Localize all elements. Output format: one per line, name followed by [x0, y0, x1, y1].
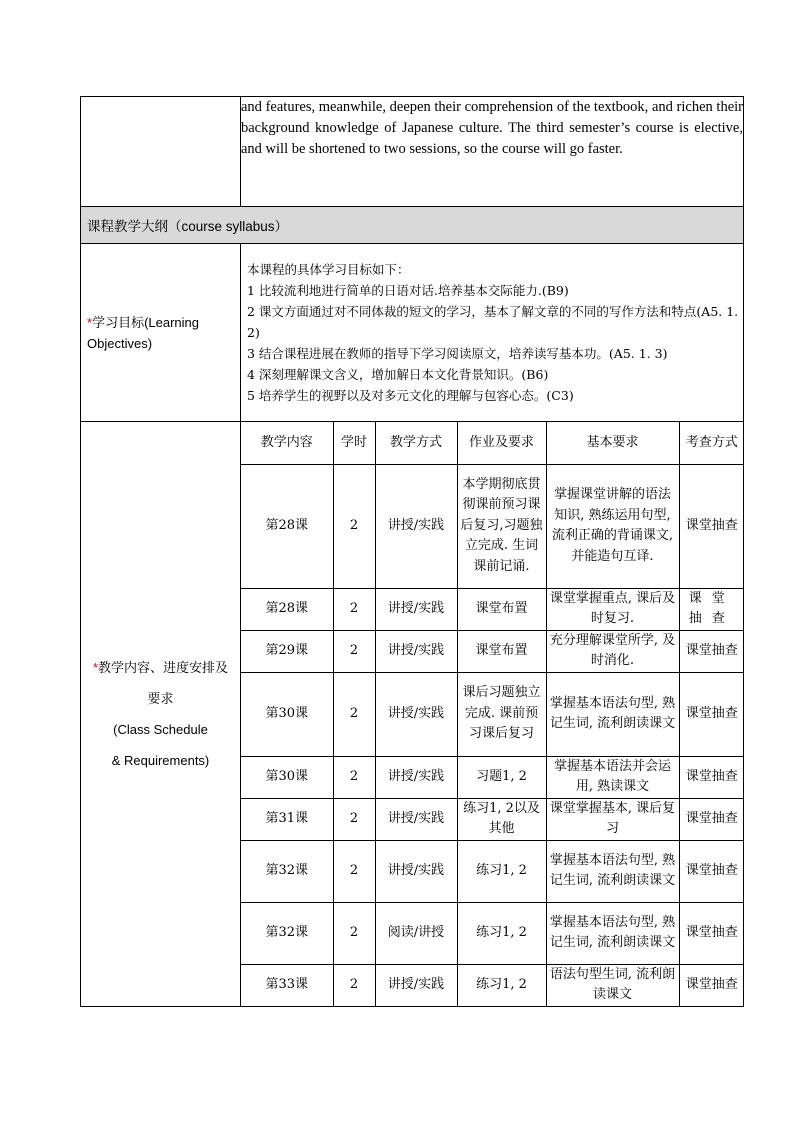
hours-cell: 2 — [333, 464, 375, 588]
schedule-row — [81, 422, 744, 1007]
objectives-content — [241, 244, 744, 422]
lesson-cell: 第33课 — [241, 964, 333, 1006]
syllabus-header: 课程教学大纲（course syllabus） — [81, 207, 744, 244]
homework-cell: 习题1, 2 — [457, 756, 546, 798]
objectives-row — [81, 244, 744, 422]
hours-cell: 2 — [333, 756, 375, 798]
syllabus-header-row — [81, 207, 744, 244]
objectives-label — [81, 244, 241, 422]
lesson-cell: 第31课 — [241, 798, 333, 840]
homework-cell: 课堂布置 — [457, 588, 546, 630]
header-cell: 教学内容 — [241, 422, 333, 464]
schedule-row-item — [241, 464, 744, 588]
schedule-table — [241, 422, 744, 1006]
schedule-row-item — [241, 630, 744, 672]
objective-item: 5 培养学生的视野以及对多元文化的理解与包容心态。(C3) — [247, 388, 574, 403]
lesson-cell: 第32课 — [241, 840, 333, 902]
requirement-cell: 掌握基本语法并会运用, 熟读课文 — [546, 756, 679, 798]
homework-cell: 练习1, 2 — [457, 902, 546, 964]
lesson-cell: 第30课 — [241, 756, 333, 798]
header-cell: 作业及要求 — [457, 422, 546, 464]
assessment-cell: 课堂抽查 — [679, 798, 744, 840]
schedule-row-item — [241, 902, 744, 964]
method-cell: 讲授/实践 — [375, 672, 457, 756]
intro-text: and features, meanwhile, deepen their comprehension of the textbook, and richen their background knowledge of Japanese culture. The third semester’s course is elective, and will be shortened to two sessions, so the course will go faster. — [241, 97, 744, 207]
hours-cell: 2 — [333, 964, 375, 1006]
assessment-cell: 课堂抽查 — [679, 630, 744, 672]
requirement-cell: 掌握基本语法句型, 熟记生词, 流利朗读课文 — [546, 840, 679, 902]
assessment-cell: 课堂抽查 — [679, 756, 744, 798]
schedule-row-item — [241, 588, 744, 630]
schedule-content — [241, 422, 744, 1007]
schedule-label — [81, 422, 241, 1007]
requirement-cell: 掌握基本语法句型, 熟记生词, 流利朗读课文 — [546, 902, 679, 964]
schedule-row-item — [241, 964, 744, 1006]
lesson-cell: 第32课 — [241, 902, 333, 964]
schedule-row-item — [241, 672, 744, 756]
method-cell: 讲授/实践 — [375, 840, 457, 902]
assessment-cell: 课堂抽查 — [679, 464, 744, 588]
method-cell: 讲授/实践 — [375, 588, 457, 630]
method-cell: 讲授/实践 — [375, 798, 457, 840]
required-star: * — [87, 314, 93, 330]
header-cell: 教学方式 — [375, 422, 457, 464]
schedule-label-line1: 教学内容、进度安排及 — [98, 660, 229, 675]
lesson-cell: 第28课 — [241, 464, 333, 588]
assessment-cell: 课堂抽查 — [679, 588, 744, 630]
objective-item: 4 深刻理解课文含义，增加解日本文化背景知识。(B6) — [247, 367, 549, 382]
requirement-cell: 语法句型生词, 流利朗读课文 — [546, 964, 679, 1006]
method-cell: 阅读/讲授 — [375, 902, 457, 964]
intro-row — [81, 97, 744, 207]
hours-cell: 2 — [333, 630, 375, 672]
assessment-cell: 课堂抽查 — [679, 840, 744, 902]
method-cell: 讲授/实践 — [375, 464, 457, 588]
homework-cell: 练习1, 2 — [457, 840, 546, 902]
lesson-cell: 第30课 — [241, 672, 333, 756]
assessment-cell: 课堂抽查 — [679, 902, 744, 964]
header-cell: 考查方式 — [679, 422, 744, 464]
objective-item: 1 比较流利地进行简单的日语对话.培养基本交际能力.(B9) — [247, 283, 569, 298]
schedule-row-item — [241, 840, 744, 902]
intro-label-cell — [81, 97, 241, 207]
objective-item: 3 结合课程进展在教师的指导下学习阅读原文，培养读写基本功。(A5. 1. 3) — [247, 346, 668, 361]
method-cell: 讲授/实践 — [375, 756, 457, 798]
requirement-cell: 掌握课堂讲解的语法知识, 熟练运用句型, 流利正确的背诵课文, 并能造句互译. — [546, 464, 679, 588]
objectives-label-text: 学习目标(Learning Objectives) — [87, 314, 199, 351]
schedule-row-item — [241, 756, 744, 798]
course-table — [80, 96, 744, 1007]
hours-cell: 2 — [333, 798, 375, 840]
homework-cell: 练习1, 2以及其他 — [457, 798, 546, 840]
requirement-cell: 掌握基本语法句型, 熟记生词, 流利朗读课文 — [546, 672, 679, 756]
schedule-label-line2: 要求 — [147, 691, 174, 706]
assessment-cell: 课堂抽查 — [679, 964, 744, 1006]
method-cell: 讲授/实践 — [375, 964, 457, 1006]
requirement-cell: 课堂掌握基本, 课后复习 — [546, 798, 679, 840]
hours-cell: 2 — [333, 840, 375, 902]
hours-cell: 2 — [333, 588, 375, 630]
homework-cell: 练习1, 2 — [457, 964, 546, 1006]
homework-cell: 课后习题独立完成. 课前预习课后复习 — [457, 672, 546, 756]
hours-cell: 2 — [333, 672, 375, 756]
requirement-cell: 课堂掌握重点, 课后及时复习. — [546, 588, 679, 630]
schedule-label-line4: & Requirements) — [111, 753, 210, 768]
homework-cell: 本学期彻底贯彻课前预习课后复习,习题独立完成. 生词课前记诵. — [457, 464, 546, 588]
header-cell: 学时 — [333, 422, 375, 464]
requirement-cell: 充分理解课堂所学, 及时消化. — [546, 630, 679, 672]
homework-cell: 课堂布置 — [457, 630, 546, 672]
header-cell: 基本要求 — [546, 422, 679, 464]
schedule-label-line3: (Class Schedule — [113, 722, 208, 737]
required-star: * — [92, 660, 99, 675]
assessment-cell: 课堂抽查 — [679, 672, 744, 756]
lesson-cell: 第28课 — [241, 588, 333, 630]
schedule-header-row — [241, 422, 744, 464]
objective-item: 本课程的具体学习目标如下： — [247, 262, 410, 277]
lesson-cell: 第29课 — [241, 630, 333, 672]
hours-cell: 2 — [333, 902, 375, 964]
method-cell: 讲授/实践 — [375, 630, 457, 672]
schedule-row-item — [241, 798, 744, 840]
objective-item: 2 课文方面通过对不同体裁的短文的学习，基本了解文章的不同的写作方法和特点(A5. 1. 2) — [247, 304, 739, 340]
